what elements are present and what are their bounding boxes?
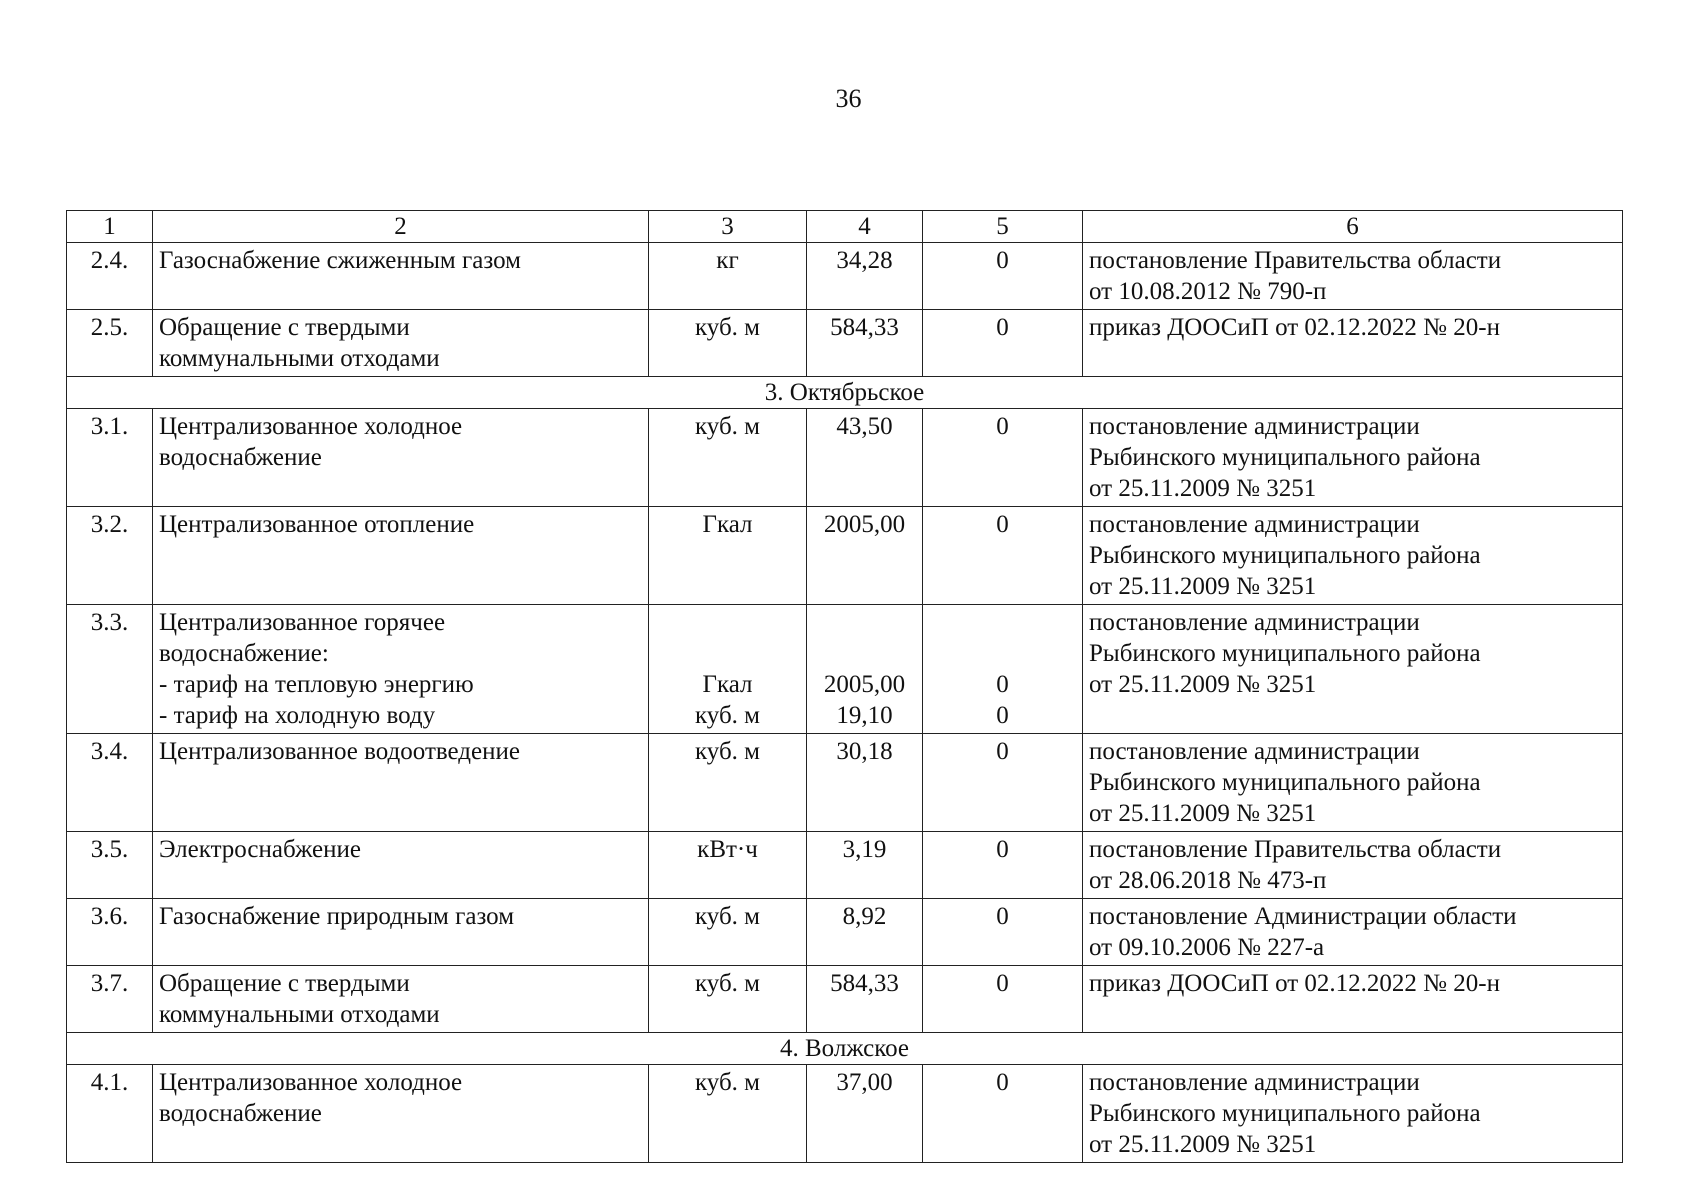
legal-basis: постановление администрации Рыбинского муниципального района от 25.11.2009 № 3251: [1083, 605, 1623, 734]
table-row: [67, 734, 1623, 832]
table-row: [67, 605, 1623, 734]
row-number: 2.4.: [67, 243, 153, 310]
unit-of-measure: Гкал: [649, 507, 807, 605]
column-5-value: 0: [923, 409, 1083, 507]
column-header: 2: [153, 211, 649, 243]
service-name: Централизованное холодное водоснабжение: [153, 409, 649, 507]
table-row: [67, 310, 1623, 377]
row-number: 4.1.: [67, 1065, 153, 1163]
tariff-value: 2005,00: [807, 507, 923, 605]
section-heading-row: [67, 1033, 1623, 1065]
tariff-value: 30,18: [807, 734, 923, 832]
table-row: [67, 1065, 1623, 1163]
tariff-value: 3,19: [807, 832, 923, 899]
tariff-value: 584,33: [807, 966, 923, 1033]
unit-of-measure: кг: [649, 243, 807, 310]
table-header-row: [67, 211, 1623, 243]
section-heading-row: [67, 377, 1623, 409]
service-name: Централизованное горячее водоснабжение: - тариф на тепловую энергию - тариф на холодную воду: [153, 605, 649, 734]
section-heading: 3. Октябрьское: [67, 377, 1623, 409]
table-row: [67, 243, 1623, 310]
row-number: 3.6.: [67, 899, 153, 966]
tariff-table: [66, 210, 1623, 1163]
tariff-value: 34,28: [807, 243, 923, 310]
tariff-value: 8,92: [807, 899, 923, 966]
unit-of-measure: Гкал куб. м: [649, 605, 807, 734]
legal-basis: постановление администрации Рыбинского муниципального района от 25.11.2009 № 3251: [1083, 507, 1623, 605]
row-number: 3.5.: [67, 832, 153, 899]
service-name: Электроснабжение: [153, 832, 649, 899]
legal-basis: постановление Правительства области от 28.06.2018 № 473-п: [1083, 832, 1623, 899]
legal-basis: постановление администрации Рыбинского муниципального района от 25.11.2009 № 3251: [1083, 734, 1623, 832]
unit-of-measure: куб. м: [649, 966, 807, 1033]
unit-of-measure: куб. м: [649, 310, 807, 377]
column-5-value: 0: [923, 243, 1083, 310]
unit-of-measure: куб. м: [649, 1065, 807, 1163]
column-5-value: 0: [923, 899, 1083, 966]
column-5-value: 0: [923, 1065, 1083, 1163]
column-5-value: 0: [923, 832, 1083, 899]
row-number: 3.1.: [67, 409, 153, 507]
unit-of-measure: куб. м: [649, 899, 807, 966]
column-header: 6: [1083, 211, 1623, 243]
service-name: Газоснабжение сжиженным газом: [153, 243, 649, 310]
tariff-value: 584,33: [807, 310, 923, 377]
legal-basis: постановление администрации Рыбинского муниципального района от 25.11.2009 № 3251: [1083, 409, 1623, 507]
table-row: [67, 832, 1623, 899]
column-5-value: 0 0: [923, 605, 1083, 734]
section-heading: 4. Волжское: [67, 1033, 1623, 1065]
page-number: 36: [835, 84, 862, 113]
column-header: 4: [807, 211, 923, 243]
service-name: Обращение с твердыми коммунальными отходами: [153, 966, 649, 1033]
service-name: Централизованное водоотведение: [153, 734, 649, 832]
column-header: 1: [67, 211, 153, 243]
tariff-value: 37,00: [807, 1065, 923, 1163]
service-name: Обращение с твердыми коммунальными отходами: [153, 310, 649, 377]
legal-basis: постановление Правительства области от 10.08.2012 № 790-п: [1083, 243, 1623, 310]
unit-of-measure: куб. м: [649, 734, 807, 832]
tariff-value: 43,50: [807, 409, 923, 507]
service-name: Газоснабжение природным газом: [153, 899, 649, 966]
table-row: [67, 899, 1623, 966]
service-name: Централизованное холодное водоснабжение: [153, 1065, 649, 1163]
row-number: 2.5.: [67, 310, 153, 377]
column-5-value: 0: [923, 310, 1083, 377]
column-5-value: 0: [923, 507, 1083, 605]
tariff-value: 2005,00 19,10: [807, 605, 923, 734]
row-number: 3.7.: [67, 966, 153, 1033]
row-number: 3.2.: [67, 507, 153, 605]
column-5-value: 0: [923, 734, 1083, 832]
legal-basis: приказ ДООСиП от 02.12.2022 № 20-н: [1083, 310, 1623, 377]
column-5-value: 0: [923, 966, 1083, 1033]
legal-basis: постановление Администрации области от 09.10.2006 № 227-а: [1083, 899, 1623, 966]
row-number: 3.4.: [67, 734, 153, 832]
service-name: Централизованное отопление: [153, 507, 649, 605]
table-row: [67, 409, 1623, 507]
legal-basis: приказ ДООСиП от 02.12.2022 № 20-н: [1083, 966, 1623, 1033]
column-header: 3: [649, 211, 807, 243]
table-row: [67, 966, 1623, 1033]
unit-of-measure: кВт·ч: [649, 832, 807, 899]
row-number: 3.3.: [67, 605, 153, 734]
legal-basis: постановление администрации Рыбинского муниципального района от 25.11.2009 № 3251: [1083, 1065, 1623, 1163]
table-row: [67, 507, 1623, 605]
unit-of-measure: куб. м: [649, 409, 807, 507]
column-header: 5: [923, 211, 1083, 243]
